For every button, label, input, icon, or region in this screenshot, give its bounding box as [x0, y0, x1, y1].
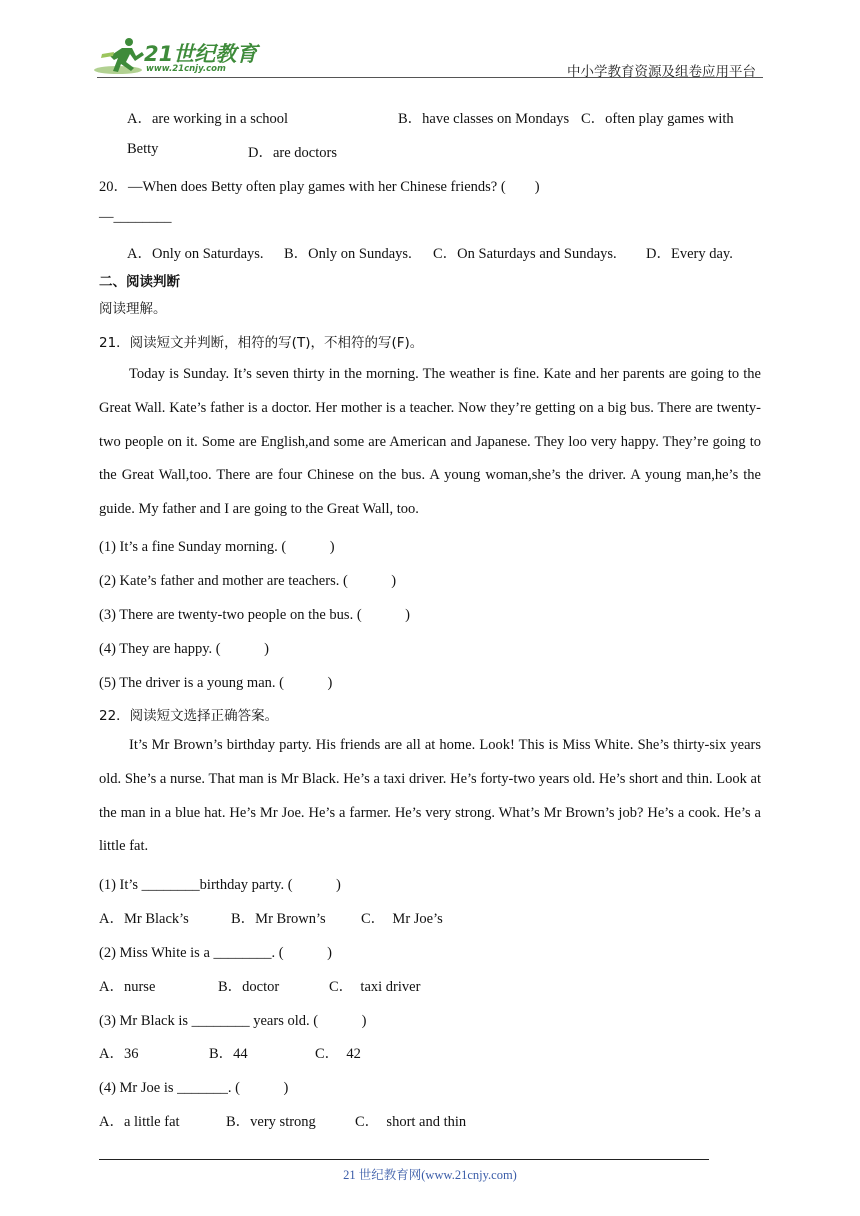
q19-option-a: A．are working in a school: [127, 111, 289, 127]
q22-stem: [99, 704, 278, 725]
q21-stem-text: 21．阅读短文并判断，相符的写(T)，不相符的写(F)。: [99, 335, 424, 351]
q22-q2-option-c: C． taxi driver: [329, 979, 421, 995]
q21-item-2: (2) Kate’s father and mother are teachers. ( ): [99, 573, 397, 589]
q19-option-b: B．have classes on Mondays: [398, 111, 570, 127]
q22-passage: It’s Mr Brown’s birthday party. His friends are all at home. Look! This is Miss White. She’s thirty-six years old. She’s a nurse. That man is Mr Black. He’s a taxi driver. He’s forty-two years old. He’s short and thin. Look at the man in a blue hat. He’s Mr Joe. He’s a farmer. He’s very strong. What’s Mr Brown’s job? He’s a cook. He’s a little fat.: [99, 737, 761, 855]
header-platform-text: 中小学教育资源及组卷应用平台: [567, 64, 756, 80]
q21-passage: Today is Sunday. It’s seven thirty in the morning. The weather is fine. Kate and her parents are going to the Great Wall. Kate’s father is a doctor. Her mother is a teacher. Now they’re getting on a big bus. There are twenty-two people on it. Some are English,and some are American and Japanese. They loo very happy. They’re going to the Great Wall,too. There are four Chinese on the bus. A young woman,she’s the driver. A young man,he’s the guide. My father and I are going to the Great Wall, too.: [99, 366, 761, 518]
q22-question-3: (3) Mr Black is ________ years old. ( ): [99, 1013, 367, 1029]
q21-item-1: (1) It’s a fine Sunday morning. ( ): [99, 539, 335, 555]
q22-q2-option-a: A．nurse: [99, 979, 156, 995]
q19-option-c: C．often play games with: [581, 111, 734, 127]
logo-url: www.21cnjy.com: [146, 64, 226, 74]
q20-option-c: C．On Saturdays and Sundays.: [433, 246, 617, 262]
q22-q2-option-b: B．doctor: [218, 979, 280, 995]
q20-stem: 20．—When does Betty often play games with her Chinese friends? ( ): [99, 179, 540, 195]
q22-question-1: (1) It’s ________birthday party. ( ): [99, 877, 341, 893]
logo-text: 21世纪教育: [144, 42, 258, 66]
q22-q3-option-b: B．44: [209, 1046, 248, 1062]
footer-divider: [99, 1159, 709, 1160]
q22-q1-option-b: B．Mr Brown’s: [231, 911, 326, 927]
footer-text[interactable]: 21 世纪教育网(www.21cnjy.com): [343, 1168, 517, 1182]
q22-stem-text: 22．阅读短文选择正确答案。: [99, 708, 279, 724]
q21-stem: [99, 331, 423, 352]
q20-option-a: A．Only on Saturdays.: [127, 246, 264, 262]
q20-option-b: B．Only on Sundays.: [284, 246, 412, 262]
q21-item-5: (5) The driver is a young man. ( ): [99, 675, 333, 691]
header-divider: [97, 77, 763, 78]
q22-q4-option-a: A．a little fat: [99, 1114, 180, 1130]
section-subtitle: 阅读理解。: [99, 301, 167, 317]
q22-q3-option-c: C． 42: [315, 1046, 361, 1062]
q22-q4-option-b: B．very strong: [226, 1114, 316, 1130]
section-title: 二、阅读判断: [99, 274, 180, 290]
q22-q1-option-c: C． Mr Joe’s: [361, 911, 443, 927]
q19-option-c-cont: Betty: [127, 141, 159, 157]
q20-option-d: D．Every day.: [646, 246, 733, 262]
q22-q3-option-a: A．36: [99, 1046, 139, 1062]
q20-answer-line: —________: [99, 209, 172, 225]
site-logo: [92, 34, 262, 80]
q22-question-2: (2) Miss White is a ________. ( ): [99, 945, 332, 961]
q22-q4-option-c: C． short and thin: [355, 1114, 467, 1130]
q22-q1-option-a: A．Mr Black’s: [99, 911, 189, 927]
q21-item-4: (4) They are happy. ( ): [99, 641, 269, 657]
q21-item-3: (3) There are twenty-two people on the bus. ( ): [99, 607, 410, 623]
q22-question-4: (4) Mr Joe is _______. ( ): [99, 1080, 289, 1096]
q19-option-d: D．are doctors: [248, 145, 337, 161]
